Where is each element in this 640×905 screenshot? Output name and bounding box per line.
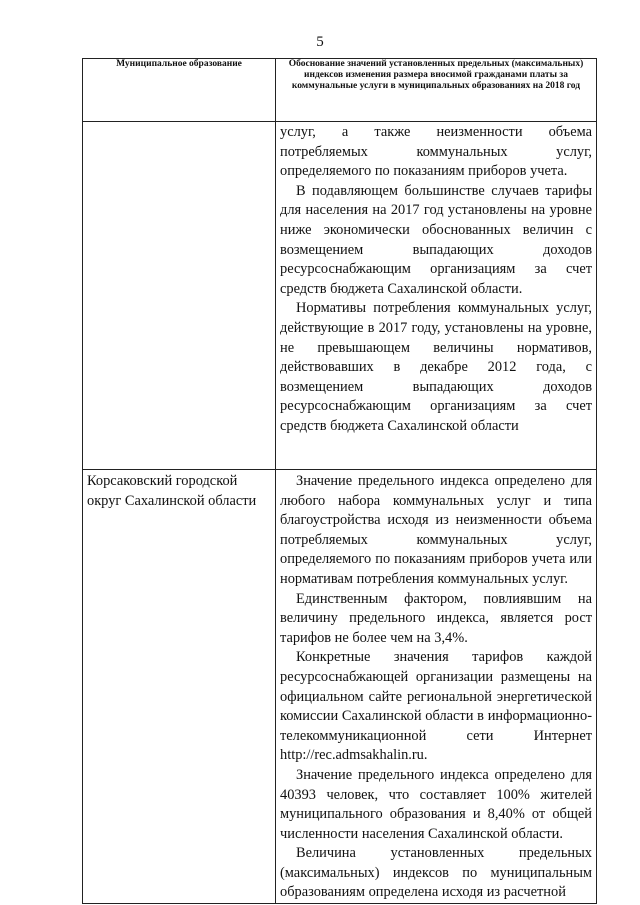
table-row [83,122,597,470]
municipality-name: Корсаковский городской округ Сахалинской области [87,473,257,509]
municipality-cell [83,470,276,904]
header-municipality: Муниципальное образование [83,59,276,122]
justification-cell [276,122,597,470]
table-row [83,470,597,904]
page-number: 5 [316,34,324,50]
municipality-name [83,122,275,124]
paragraph: Нормативы потребления коммунальных услуг, действующие в 2017 году, установлены на уровне, не превышающем величины нормативов, действовавших в декабре 2012 года, с возмещением выпадающих доходов ресурсоснабжающим организациям за счет средств бюджета Сахалинской области [280,300,592,434]
paragraph: Единственным фактором, повлиявшим на величину предельного индекса, является рост тарифов не более чем на 3,4%. [280,590,592,646]
paragraph: В подавляющем большинстве случаев тарифы для населения на 2017 год установлены на уровне ниже экономически обоснованных величин с возмещением выпадающих доходов ресурсоснабжающим организациям за счет средств бюджета Сахалинской области. [280,182,592,297]
justification-cell [276,470,597,904]
paragraph: Конкретные значения тарифов каждой ресурсоснабжающей организации размещены на официальном сайте региональной энергетической комиссии Сахалинской области в информационно-телекоммуникационной сети Интернет http://rec.admsakhalin.ru. [280,649,592,764]
municipality-cell [83,122,276,470]
header-justification: Обоснование значений установленных предельных (максимальных) индексов изменения размера вносимой гражданами платы за коммунальные услуги в муниципальных образованиях на 2018 год [276,59,597,122]
paragraph: Значение предельного индекса определено для любого набора коммунальных услуг и типа благоустройства исходя из неизменности объема потребляемых коммунальных услуг, определяемого по показаниям приборов учета или нормативам потребления коммунальных услуг. [280,473,592,587]
justification-table [82,58,597,904]
table-header-row [83,59,597,122]
paragraph: Величина установленных предельных (максимальных) индексов по муниципальным образованиям определена исходя из расчетной [280,845,592,901]
paragraph: Значение предельного индекса определено для 40393 человек, что составляет 100% жителей муниципального образования и 8,40% от общей численности населения Сахалинской области. [280,766,592,842]
paragraph: услуг, а также неизменности объема потребляемых коммунальных услуг, определяемого по показаниям приборов учета. [280,124,592,180]
